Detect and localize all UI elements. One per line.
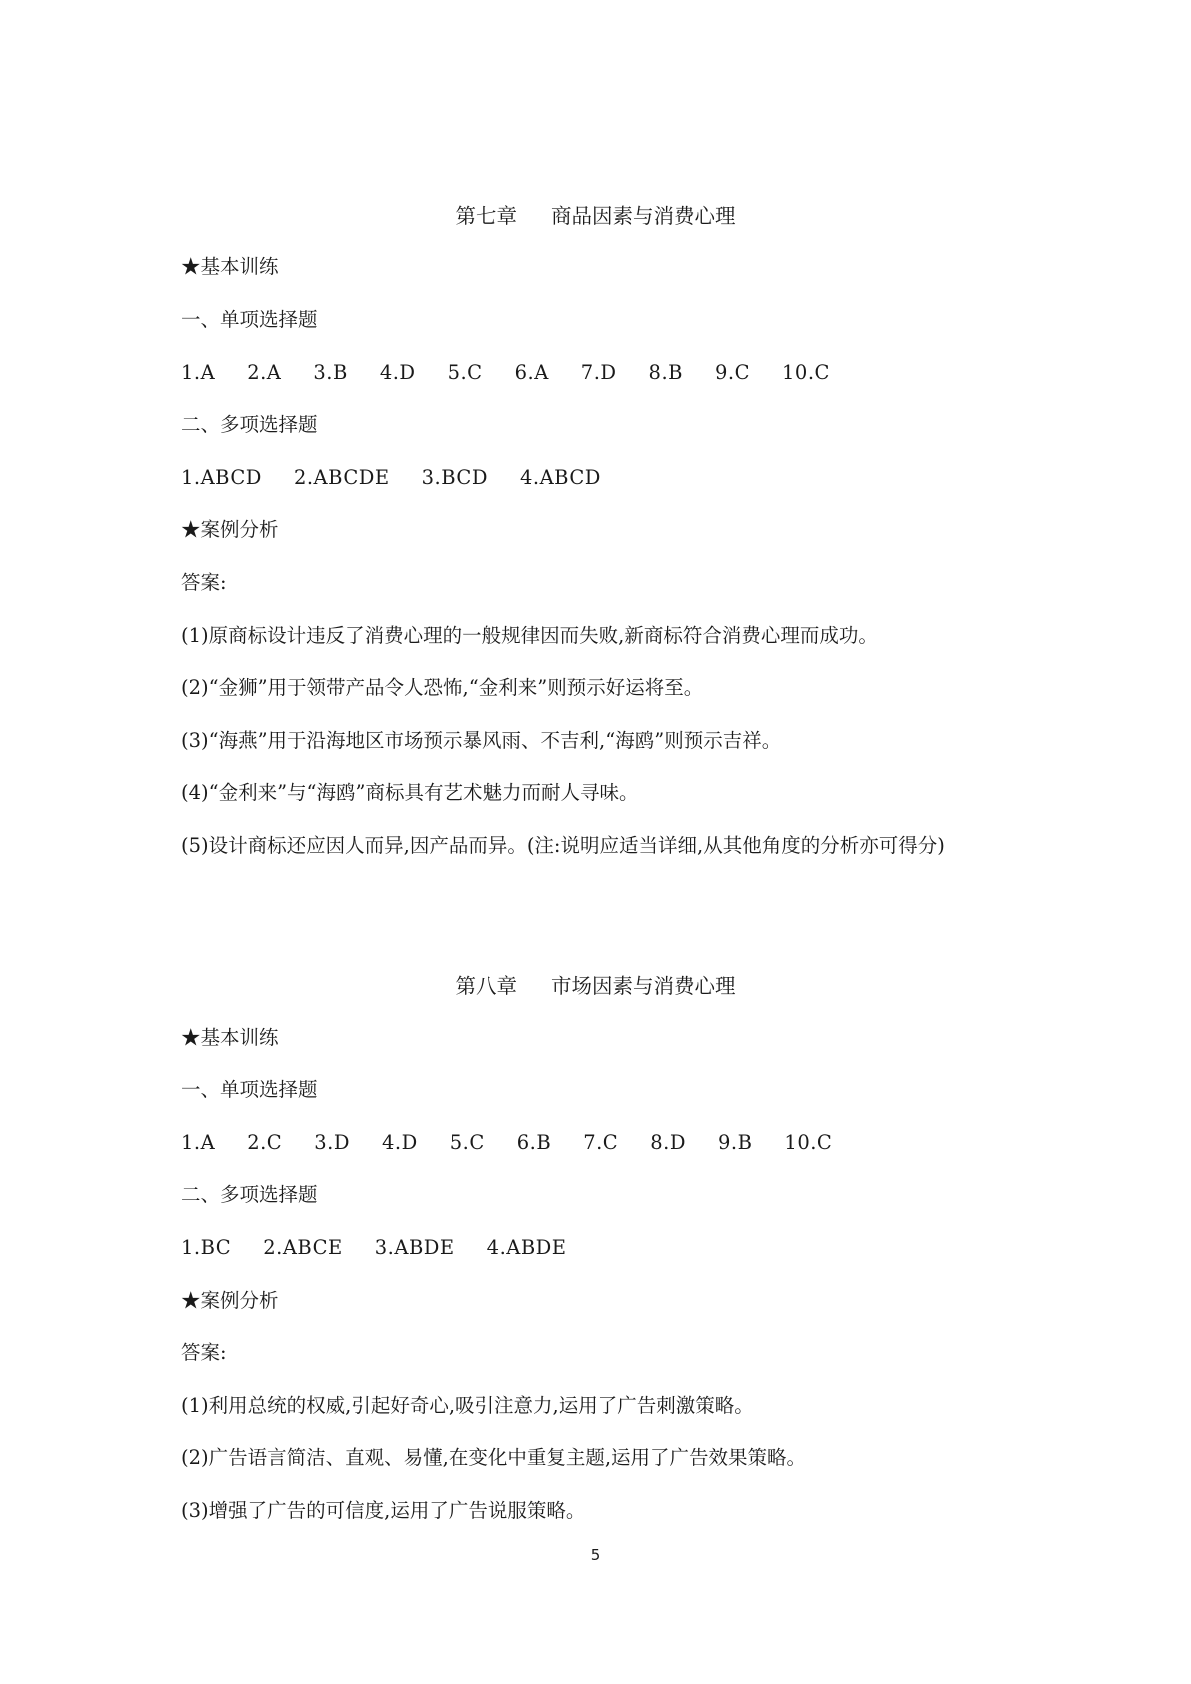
answer-item: 3.BCD [421, 466, 488, 489]
answer-item: 8.D [650, 1131, 686, 1154]
answer-item: 3.ABDE [374, 1236, 455, 1259]
chapter-8-answer-label: 答案: [181, 1341, 227, 1364]
answer-item: 3.D [314, 1131, 350, 1154]
chapter-7-number: 第七章 [455, 204, 517, 228]
chapter-7-item-4: (4)“金利来”与“海鸥”商标具有艺术魅力而耐人寻味。 [181, 781, 639, 804]
answer-item: 4.D [379, 361, 416, 384]
chapter-7-answer-label: 答案: [181, 571, 227, 594]
answer-item: 5.C [447, 361, 483, 384]
chapter-8-single-answers [181, 1130, 832, 1156]
answer-item: 7.C [583, 1131, 619, 1154]
chapter-8-case-heading: ★案例分析 [181, 1289, 279, 1312]
chapter-8-item-1: (1)利用总统的权威,引起好奇心,吸引注意力,运用了广告刺激策略。 [181, 1394, 754, 1417]
chapter-8-name: 市场因素与消费心理 [551, 974, 736, 998]
answer-item: 2.ABCE [263, 1236, 343, 1259]
answer-item: 2.ABCDE [293, 466, 390, 489]
chapter-8-number: 第八章 [455, 974, 517, 998]
chapter-8-multi-heading: 二、多项选择题 [181, 1183, 318, 1206]
chapter-7-item-2: (2)“金狮”用于领带产品令人恐怖,“金利来”则预示好运将至。 [181, 676, 704, 699]
answer-item: 10.C [782, 361, 830, 384]
answer-item: 1.BC [181, 1236, 232, 1259]
answer-item: 10.C [784, 1131, 833, 1154]
chapter-7-single-answers [181, 360, 830, 386]
answer-item: 4.ABDE [486, 1236, 567, 1259]
chapter-7-multi-heading: 二、多项选择题 [181, 413, 318, 436]
answer-item: 1.A [181, 361, 216, 384]
chapter-8-single-heading: 一、单项选择题 [181, 1078, 318, 1101]
chapter-7-case-heading: ★案例分析 [181, 518, 279, 541]
chapter-7-item-1: (1)原商标设计违反了消费心理的一般规律因而失败,新商标符合消费心理而成功。 [181, 624, 878, 647]
answer-item: 6.B [516, 1131, 552, 1154]
answer-item: 1.ABCD [181, 466, 262, 489]
chapter-7-item-3: (3)“海燕”用于沿海地区市场预示暴风雨、不吉利,“海鸥”则预示吉祥。 [181, 729, 782, 752]
answer-item: 8.B [648, 361, 683, 384]
answer-item: 2.A [247, 361, 282, 384]
chapter-8-item-3: (3)增强了广告的可信度,运用了广告说服策略。 [181, 1499, 586, 1522]
chapter-7-name: 商品因素与消费心理 [551, 204, 736, 228]
chapter-7-title [0, 202, 1191, 230]
answer-item: 9.B [717, 1131, 753, 1154]
page-number: 5 [590, 1546, 601, 1564]
answer-item: 1.A [181, 1131, 216, 1154]
chapter-7-single-heading: 一、单项选择题 [181, 308, 318, 331]
answer-item: 9.C [714, 361, 750, 384]
answer-item: 4.ABCD [519, 466, 601, 489]
chapter-8-title [0, 972, 1191, 1000]
chapter-8-multi-answers [181, 1235, 567, 1261]
answer-item: 2.C [247, 1131, 283, 1154]
chapter-8-item-2: (2)广告语言简洁、直观、易懂,在变化中重复主题,运用了广告效果策略。 [181, 1446, 807, 1469]
answer-item: 3.B [313, 361, 348, 384]
chapter-8-basic-heading: ★基本训练 [181, 1026, 279, 1049]
chapter-7-multi-answers [181, 465, 601, 491]
chapter-7-item-5: (5)设计商标还应因人而异,因产品而异。(注:说明应适当详细,从其他角度的分析亦可得分) [181, 834, 945, 857]
answer-item: 6.A [514, 361, 549, 384]
answer-item: 4.D [381, 1131, 418, 1154]
chapter-7-basic-heading: ★基本训练 [181, 255, 279, 278]
answer-item: 5.C [449, 1131, 485, 1154]
answer-item: 7.D [580, 361, 617, 384]
